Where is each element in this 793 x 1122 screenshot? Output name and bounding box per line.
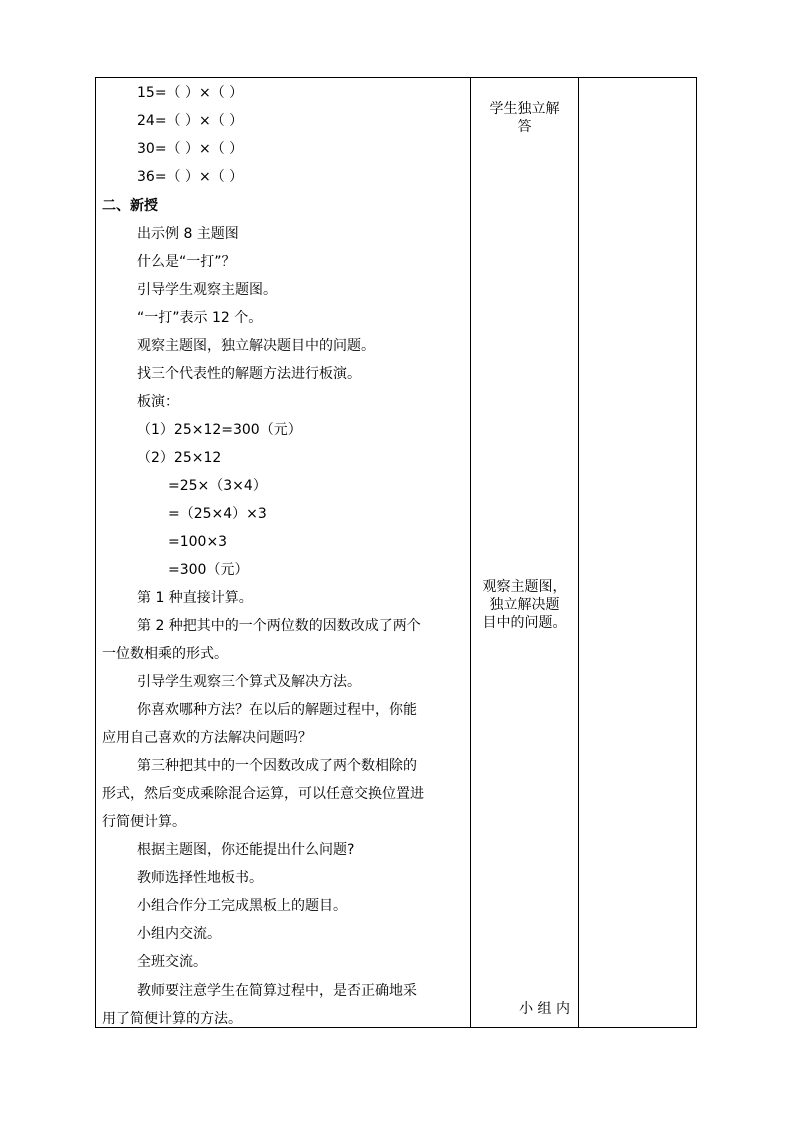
note-line: 目中的问题。 bbox=[482, 615, 567, 631]
text-line: 观察主题图，独立解决题目中的问题。 bbox=[137, 338, 375, 354]
text-line: 小组合作分工完成黑板上的题目。 bbox=[137, 898, 347, 914]
text-line: 行简便计算。 bbox=[102, 814, 186, 830]
text-line: 全班交流。 bbox=[137, 954, 207, 970]
text-line: 第 2 种把其中的一个两位数的因数改成了两个 bbox=[137, 618, 421, 634]
text-line: 教师选择性地板书。 bbox=[137, 870, 263, 886]
table-divider-1 bbox=[470, 77, 471, 1028]
text-line: 教师要注意学生在简算过程中，是否正确地采 bbox=[137, 983, 417, 999]
equation-line: =300（元） bbox=[168, 562, 249, 578]
text-line: “一打”表示 12 个。 bbox=[137, 310, 263, 326]
text-line: 应用自己喜欢的方法解决问题吗？ bbox=[102, 730, 312, 746]
table-divider-2 bbox=[578, 77, 579, 1028]
text-line: 引导学生观察三个算式及解决方法。 bbox=[137, 674, 361, 690]
text-line: 什么是“一打”？ bbox=[137, 254, 236, 270]
note-line: 独立解决题 bbox=[489, 597, 560, 613]
equation-line: （2）25×12 bbox=[137, 450, 222, 466]
note-line: 学生独立解 bbox=[489, 101, 560, 117]
exercise-15: 15=（ ）×（ ） bbox=[137, 85, 244, 101]
text-line: 一位数相乘的形式。 bbox=[102, 646, 228, 662]
table-right-border bbox=[696, 77, 697, 1028]
text-line: 你喜欢哪种方法？在以后的解题过程中，你能 bbox=[137, 702, 417, 718]
text-line: 根据主题图，你还能提出什么问题? bbox=[137, 842, 355, 858]
note-line: 观察主题图， bbox=[482, 579, 567, 595]
text-line: 第 1 种直接计算。 bbox=[137, 590, 253, 606]
text-line: 第三种把其中的一个因数改成了两个数相除的 bbox=[137, 758, 417, 774]
text-line: 小组内交流。 bbox=[137, 926, 221, 942]
student-note-group: 小 组 内 bbox=[519, 1001, 570, 1017]
exercise-30: 30=（ ）×（ ） bbox=[137, 141, 244, 157]
equation-line: （1）25×12=300（元） bbox=[137, 422, 302, 438]
text-line: 找三个代表性的解题方法进行板演。 bbox=[137, 366, 361, 382]
text-line: 形式，然后变成乘除混合运算，可以任意交换位置进 bbox=[102, 786, 424, 802]
exercise-36: 36=（ ）×（ ） bbox=[137, 169, 244, 185]
student-note-observe bbox=[471, 578, 578, 632]
equation-line: =100×3 bbox=[168, 534, 228, 550]
equation-line: =25×（3×4） bbox=[168, 478, 267, 494]
text-line: 出示例 8 主题图 bbox=[137, 226, 239, 242]
section-heading-new-lesson: 二、新授 bbox=[102, 198, 158, 214]
text-line: 引导学生观察主题图。 bbox=[137, 282, 277, 298]
note-line: 答 bbox=[517, 119, 532, 135]
exercise-24: 24=（ ）×（ ） bbox=[137, 113, 244, 129]
student-note-independent bbox=[471, 100, 578, 136]
text-line: 用了简便计算的方法。 bbox=[102, 1011, 242, 1027]
equation-line: =（25×4）×3 bbox=[168, 506, 267, 522]
main-column bbox=[96, 78, 470, 1028]
text-line: 板演： bbox=[137, 394, 179, 410]
